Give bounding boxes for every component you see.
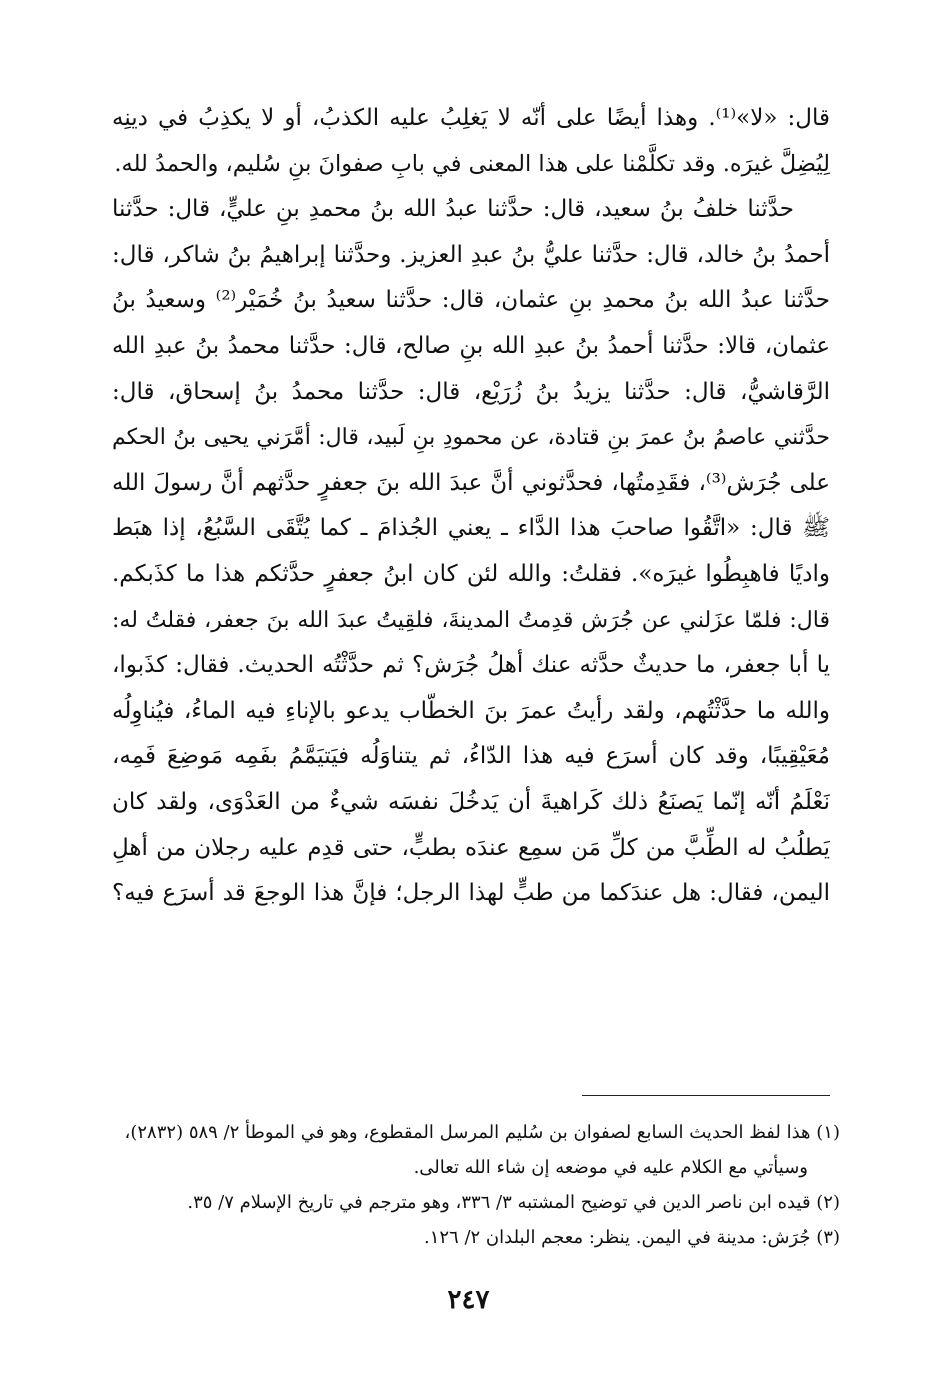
text-line: مُعَيْقِيبًا، وقد كان أسرَع فيه هذا الدّاءُ، ثم يتناوَلُه فيَتيَمَّمُ بفَمِه مَوضِعَ فَمِه،	[112, 743, 830, 770]
page-number: ٢٤٧	[447, 1285, 490, 1315]
text-line: قال: فلمّا عزَلني عن جُرَش قدِمتُ المدينةَ، فلقِيتُ عبدَ الله بنَ جعفر، فقلتُ له:	[112, 607, 830, 633]
text-line: على جُرَش⁽³⁾، فقَدِمتُها، فحدَّثوني أنَّ عبدَ الله بنَ جعفرٍ حدَّثهم أنَّ رسولَ الله	[112, 469, 830, 496]
main-text-block	[112, 96, 830, 917]
text-line: حدَّثني عاصمُ بنُ عمرَ بنِ قتادة، عن محمودِ بنِ لَبيد، قال: أمَّرَني يحيى بنُ الحكم	[112, 425, 830, 451]
footnote-separator	[582, 1095, 830, 1096]
text-line: حدَّثنا عبدُ الله بنُ محمدِ بنِ عثمان، قال: حدَّثنا سعيدُ بنُ خُمَيْر⁽²⁾ وسعيدُ بنُ	[112, 287, 830, 314]
text-line: ﷺ قال: «اتَّقُوا صاحبَ هذا الدَّاء ـ يعني الجُذامَ ـ كما يُتَّقَى السَّبُعُ، إذا هبَط	[112, 515, 830, 542]
text-line: يا أبا جعفر، ما حديثٌ حدَّثه عنك أهلُ جُرَش؟ ثم حدَّثْتُه الحديث. فقال: كذَبوا،	[112, 652, 830, 679]
text-line: حدَّثنا خلفُ بنُ سعيد، قال: حدَّثنا عبدُ الله بنُ محمدِ بنِ عليٍّ، قال: حدَّثنا	[112, 196, 794, 223]
footnotes	[100, 1115, 840, 1255]
footnote-1: (١) هذا لفظ الحديث السابع لصفوان بن سُليم المرسل المقطوع، وهو في الموطأ ٢/ ٥٨٩ (٢٨٣٢)،	[124, 1122, 840, 1143]
footnote-1-continuation: وسيأتي مع الكلام عليه في موضعه إن شاء الله تعالى.	[413, 1157, 808, 1178]
footnote-2: (٢) قيده ابن ناصر الدين في توضيح المشتبه ٣/ ٣٣٦، وهو مترجم في تاريخ الإسلام ٧/ ٣٥.	[187, 1192, 840, 1213]
footnote-3: (٣) جُرَش: مدينة في اليمن. ينظر: معجم البلدان ٢/ ١٢٦.	[423, 1227, 840, 1248]
text-line: قال: «لا»⁽¹⁾. وهذا أيضًا على أنّه لا يَغلِبُ عليه الكذبُ، أو لا يكذِبُ في دينِه	[112, 105, 830, 131]
text-line: والله ما حدَّثْتُهم، ولقد رأيتُ عمرَ بنَ الخطّاب يدعو بالإناءِ فيه الماءُ، فيُناوِلُه	[112, 697, 830, 724]
text-line: عثمان، قالا: حدَّثنا أحمدُ بنُ عبدِ الله بنِ صالح، قال: حدَّثنا محمدُ بنُ عبدِ الله	[112, 332, 830, 359]
text-line: واديًا فاهبِطُوا غيرَه». فقلتُ: والله لئن كان ابنُ جعفرٍ حدَّثكم هذا ما كذَبكم.	[112, 560, 830, 587]
text-line: لِيُضِلَّ غيرَه. وقد تكلَّمْنا على هذا المعنى في بابِ صفوانَ بنِ سُليم، والحمدُ لله.	[114, 150, 830, 177]
text-line: يَطلُبُ له الطِّبَّ من كلِّ مَن سمِع عندَه بطبٍّ، حتى قدِم عليه رجلان من أهلِ	[112, 834, 830, 861]
text-line: اليمن، فقال: هل عندَكما من طبٍّ لهذا الرجل؛ فإنَّ هذا الوجعَ قد أسرَع فيه؟	[112, 880, 830, 907]
text-line: أحمدُ بنُ خالد، قال: حدَّثنا عليُّ بنُ عبدِ العزيز. وحدَّثنا إبراهيمُ بنُ شاكر، قال:	[112, 241, 830, 268]
text-line: الرَّقاشيُّ، قال: حدَّثنا يزيدُ بنُ زُرَيْع، قال: حدَّثنا محمدُ بنُ إسحاق، قال:	[112, 378, 830, 405]
body-text	[112, 96, 830, 917]
text-line: نَعْلَمُ أنّه إنّما يَصنَعُ ذلك كَراهيةَ أن يَدخُلَ نفسَه شيءٌ من العَدْوَى، ولقد كان	[112, 788, 830, 815]
